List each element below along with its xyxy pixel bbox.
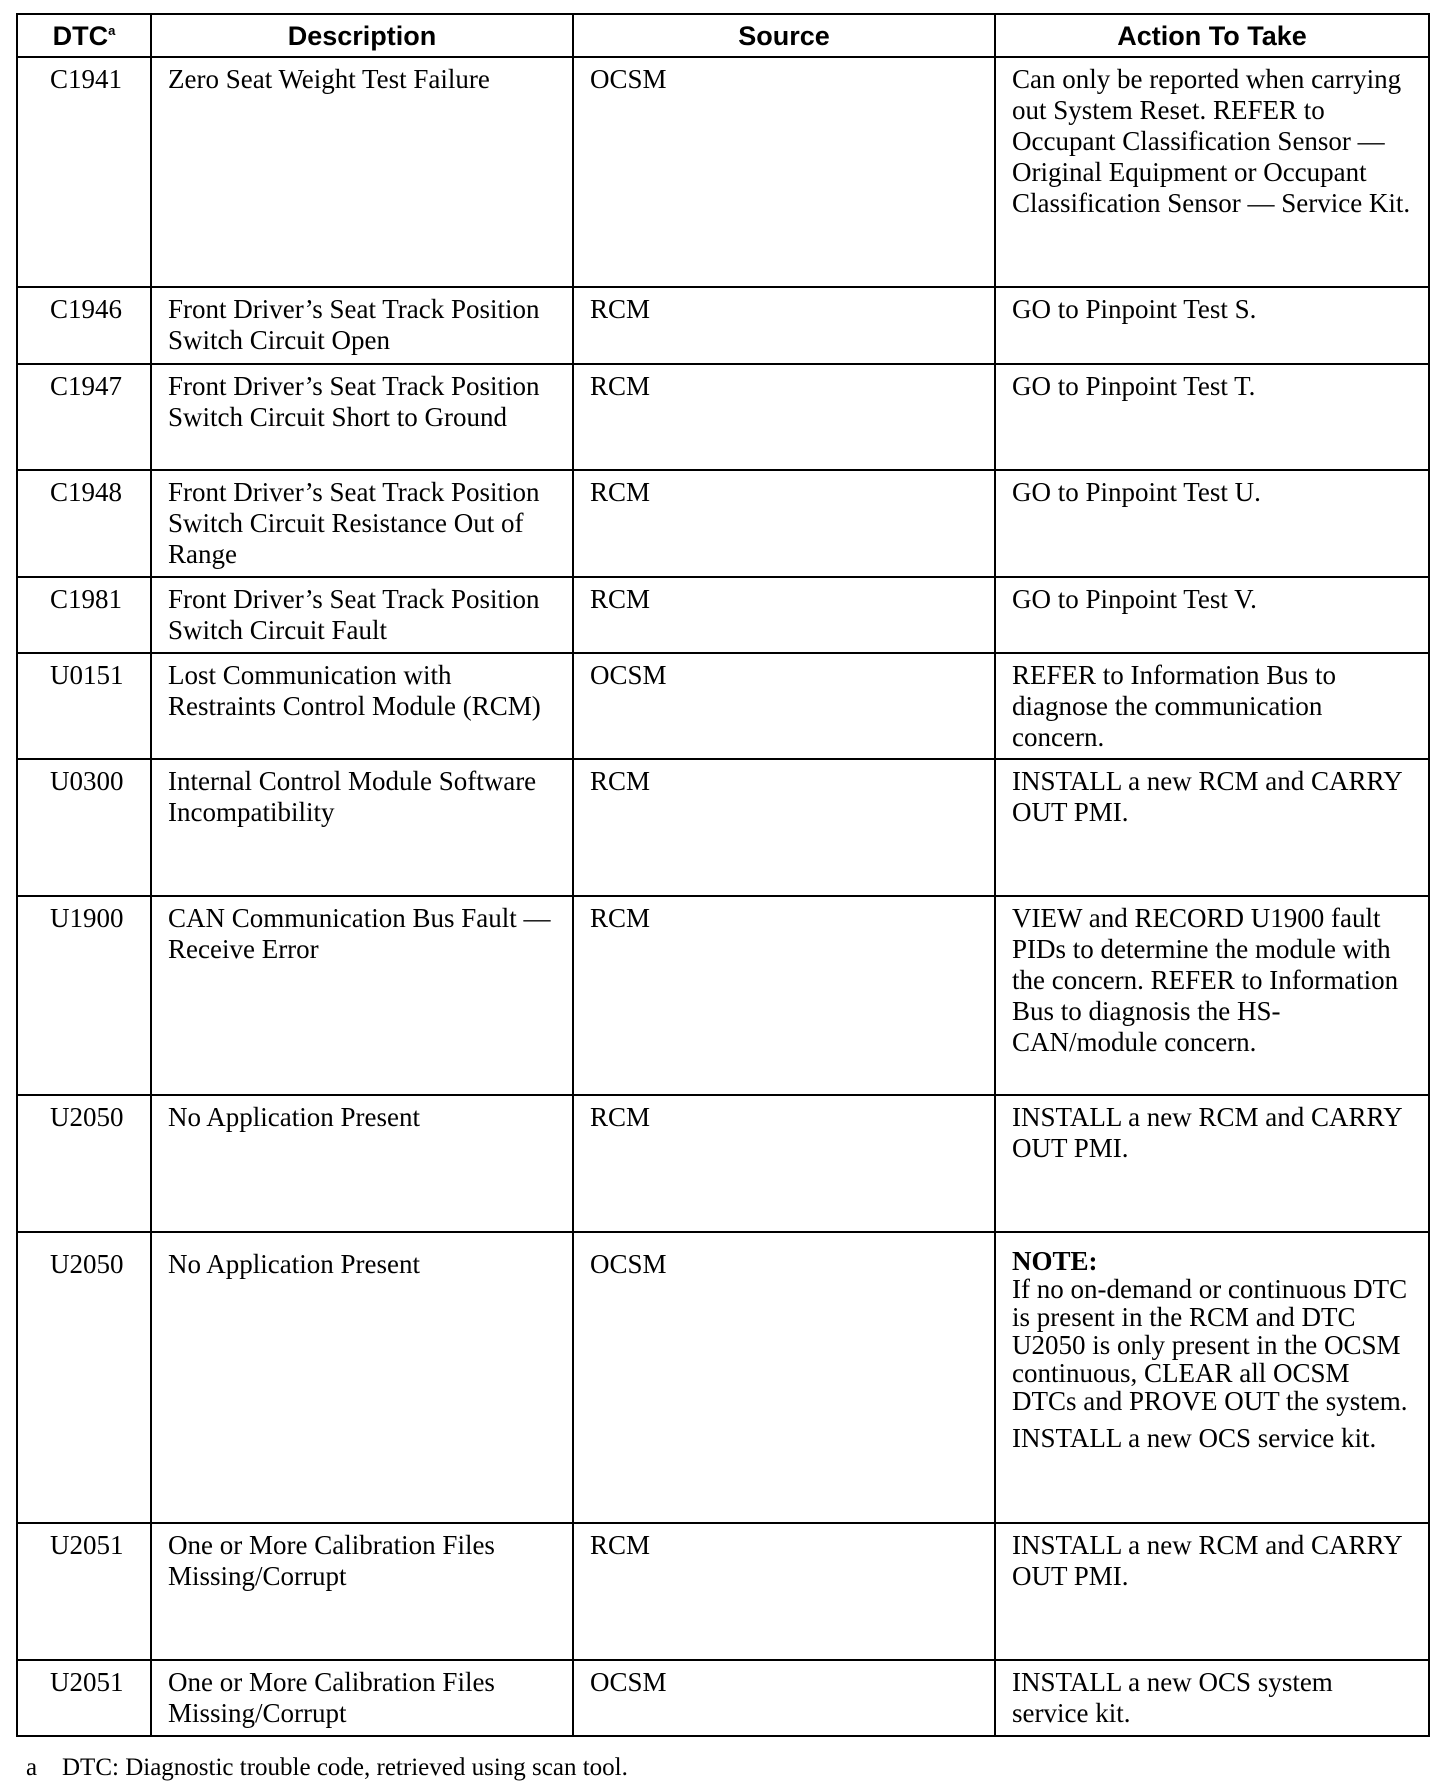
cell-dtc: C1947 [17,364,151,470]
table-row [17,57,1429,287]
cell-action: INSTALL a new OCS system service kit. [995,1660,1429,1736]
cell-dtc: U2050 [17,1095,151,1232]
cell-source: RCM [573,577,995,653]
cell-source: OCSM [573,1232,995,1523]
cell-dtc: U1900 [17,896,151,1095]
cell-description: Internal Control Module Software Incompatibility [151,759,573,896]
cell-source: RCM [573,470,995,577]
cell-dtc: U2050 [17,1232,151,1523]
cell-action: GO to Pinpoint Test T. [995,364,1429,470]
note-label: NOTE: [1012,1246,1098,1276]
cell-action: Can only be reported when carrying out System Reset. REFER to Occupant Classification Sensor — Original Equipment or Occupant Classification Sensor — Service Kit. [995,57,1429,287]
cell-dtc: U2051 [17,1523,151,1660]
cell-description: Front Driver’s Seat Track Position Switch Circuit Fault [151,577,573,653]
header-action: Action To Take [995,14,1429,57]
cell-source: RCM [573,287,995,364]
table-footnote [26,1753,628,1783]
table-row [17,896,1429,1095]
cell-action [995,1232,1429,1523]
header-source: Source [573,14,995,57]
cell-action: GO to Pinpoint Test V. [995,577,1429,653]
header-dtc-footnote-mark: a [108,23,116,38]
cell-source: RCM [573,1095,995,1232]
cell-action: INSTALL a new RCM and CARRY OUT PMI. [995,1523,1429,1660]
cell-source: OCSM [573,57,995,287]
cell-dtc: U2051 [17,1660,151,1736]
cell-description: One or More Calibration Files Missing/Corrupt [151,1523,573,1660]
cell-description: No Application Present [151,1232,573,1523]
table-row [17,470,1429,577]
cell-description: CAN Communication Bus Fault — Receive Error [151,896,573,1095]
cell-description: Lost Communication with Restraints Control Module (RCM) [151,653,573,759]
cell-description: No Application Present [151,1095,573,1232]
cell-source: RCM [573,364,995,470]
header-dtc-label: DTC [52,21,109,51]
table-row [17,287,1429,364]
table-row [17,653,1429,759]
footnote-text: DTC: Diagnostic trouble code, retrieved using scan tool. [62,1754,628,1781]
cell-description: Front Driver’s Seat Track Position Switch Circuit Short to Ground [151,364,573,470]
header-dtc [17,14,151,57]
cell-description: Front Driver’s Seat Track Position Switch Circuit Open [151,287,573,364]
cell-dtc: C1948 [17,470,151,577]
cell-dtc: C1981 [17,577,151,653]
cell-source: RCM [573,896,995,1095]
action-text: INSTALL a new OCS service kit. [1012,1423,1377,1453]
cell-description: One or More Calibration Files Missing/Corrupt [151,1660,573,1736]
cell-action: GO to Pinpoint Test U. [995,470,1429,577]
table-row [17,1232,1429,1523]
table-row [17,577,1429,653]
cell-action: INSTALL a new RCM and CARRY OUT PMI. [995,1095,1429,1232]
table-row [17,1523,1429,1660]
dtc-table [16,13,1430,1737]
cell-dtc: U0151 [17,653,151,759]
cell-source: OCSM [573,1660,995,1736]
note-text: If no on-demand or continuous DTC is present in the RCM and DTC U2050 is only present in the OCSM continuous, CLEAR all OCSM DTCs and PROVE OUT the system. [1012,1274,1408,1416]
cell-dtc: C1941 [17,57,151,287]
table-row [17,1660,1429,1736]
cell-source: OCSM [573,653,995,759]
cell-action: GO to Pinpoint Test S. [995,287,1429,364]
table-header-row [17,14,1429,57]
cell-description: Front Driver’s Seat Track Position Switch Circuit Resistance Out of Range [151,470,573,577]
cell-source: RCM [573,759,995,896]
table-row [17,759,1429,896]
cell-dtc: U0300 [17,759,151,896]
header-description: Description [151,14,573,57]
table-row [17,1095,1429,1232]
cell-source: RCM [573,1523,995,1660]
cell-action: INSTALL a new RCM and CARRY OUT PMI. [995,759,1429,896]
cell-action: REFER to Information Bus to diagnose the communication concern. [995,653,1429,759]
cell-dtc: C1946 [17,287,151,364]
footnote-mark: a [26,1754,38,1781]
cell-description: Zero Seat Weight Test Failure [151,57,573,287]
table-row [17,364,1429,470]
cell-action: VIEW and RECORD U1900 fault PIDs to determine the module with the concern. REFER to Information Bus to diagnosis the HS-CAN/module concern. [995,896,1429,1095]
